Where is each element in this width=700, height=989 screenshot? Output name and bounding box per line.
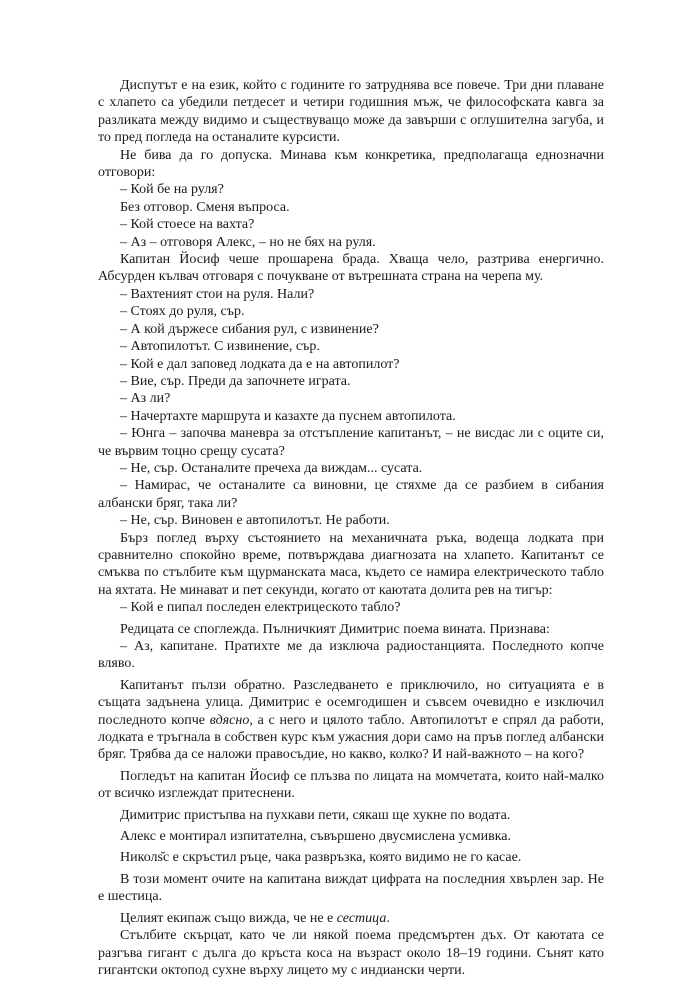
paragraph: Без отговор. Сменя въпроса. [120,199,290,215]
dialogue-line: – А кой държесе сибания рул, с извинение? [120,321,379,337]
dialogue-line: – Аз – отговоря Алекс, – но не бях на руля. [120,234,376,250]
paragraph: Николѕ̆с е скръстил ръце, чака развръзка, която видимо не го касае. [120,850,522,866]
dialogue-line: – Вие, сър. Преди да започнете играта. [120,373,351,389]
text-run: , а с него и цялото табло. Автопилотът е спрял да работи, лодката е тръгнала в собствен курс към ужасния дори само на пръв поглед албански бряг. Трябва да се наложи правосъдие, но какво, колко? И най-важното – на кого? [98,712,604,763]
text-run: Капитанът пълзи обратно. Разследването е приключило, но ситуацията е в същата задънена улица. Димитрис е осемгодишен и съвсем очевидно е изключил последното копче [98,677,604,728]
dialogue-line: – Юнга – започва маневра за отстъпление капитанът, – не висдас ли с оците си, че вървим тоцно срещу сусата? [98,426,604,459]
dialogue-line: – Не, сър. Виновен е автопилотът. Не работи. [120,513,390,529]
paragraph [98,910,604,927]
paragraph: Алекс е монтирал изпитателна, съвършено двусмислена усмивка. [120,829,512,845]
dialogue-line: – Кой стоесе на вахта? [120,217,255,233]
italic-text: сестица [336,910,387,926]
dialogue-line: – Намирас, че останалите са виновни, це стяхме да се разбием в сибания албански бряг, така ли? [98,478,604,511]
dialogue-line: – Стоях до руля, сър. [120,304,245,320]
dialogue-line: – Вахтеният стои на руля. Нали? [120,286,315,302]
dialogue-line: – Кой бе на руля? [120,182,224,198]
dialogue-line: – Кой е дал заповед лодката да е на автопилот? [120,356,400,372]
dialogue-line: – Аз, капитане. Пратихте ме да изключа радиостанцията. Последното копче вляво. [98,639,604,672]
paragraph: Бърз поглед върху състоянието на механичната ръка, водеща лодката при сравнително спокойно време, потвърждава диагнозата на хлапето. Капитанът се смъква по стълбите към щурманската маса, където се намира електрическото табло на яхтата. Не минават и пет секунди, когато от каютата долита рев на тигър: [98,530,604,598]
document-body [98,77,604,979]
dialogue-line: – Автопилотът. С извинение, сър. [120,339,320,355]
paragraph [98,677,604,764]
text-run: . [386,910,390,926]
paragraph: Диспутът е на език, който с годините го затруднява все повече. Три дни плаване с хлапето са убедили петдесет и четири годишния мъж, че философската кавга за разликата между видимо и съществуващо може да завърши с оглушителна загуба, и то пред погледа на останалите курсисти. [98,78,604,146]
paragraph: Димитрис пристъпва на пухкави пети, сякаш ще хукне по водата. [120,807,511,823]
paragraph: Стълбите скърцат, като че ли някой поема предсмъртен дъх. От каютата се разгъва гигант с дълга до кръста коса на възраст около 18–19 години. Сънят като гигантски октопод сухне върху лицето му с индиански черти. [98,928,604,978]
paragraph: Не бива да го допуска. Минава към конкретика, предполагаща еднозначни отговори: [98,147,604,181]
dialogue-line: – Начертахте маршрута и казахте да пуснем автопилота. [120,408,456,424]
paragraph: Погледът на капитан Йосиф се плъзва по лицата на момчетата, които най-малко от всичко изглеждат притеснени. [98,768,604,802]
paragraph: В този момент очите на капитана виждат цифрата на последния хвърлен зар. Не е шестица. [98,871,604,905]
paragraph: Капитан Йосиф чеше прошарена брада. Хваща чело, разтрива енергично. Абсурден кълвач отговаря с почукване от вътрешната страна на черепа му. [98,252,604,285]
italic-text: вдясно [209,712,250,728]
dialogue-line: – Аз ли? [120,391,171,407]
dialogue-line: – Кой е пипал последен електрицеското табло? [120,600,401,616]
text-run: Целият екипаж също вижда, че не е [120,910,337,926]
dialogue-line: – Не, сър. Останалите пречеха да виждам... сусата. [120,460,423,476]
paragraph: Редицата се споглежда. Пълничкият Димитрис поема вината. Признава: [120,621,550,637]
